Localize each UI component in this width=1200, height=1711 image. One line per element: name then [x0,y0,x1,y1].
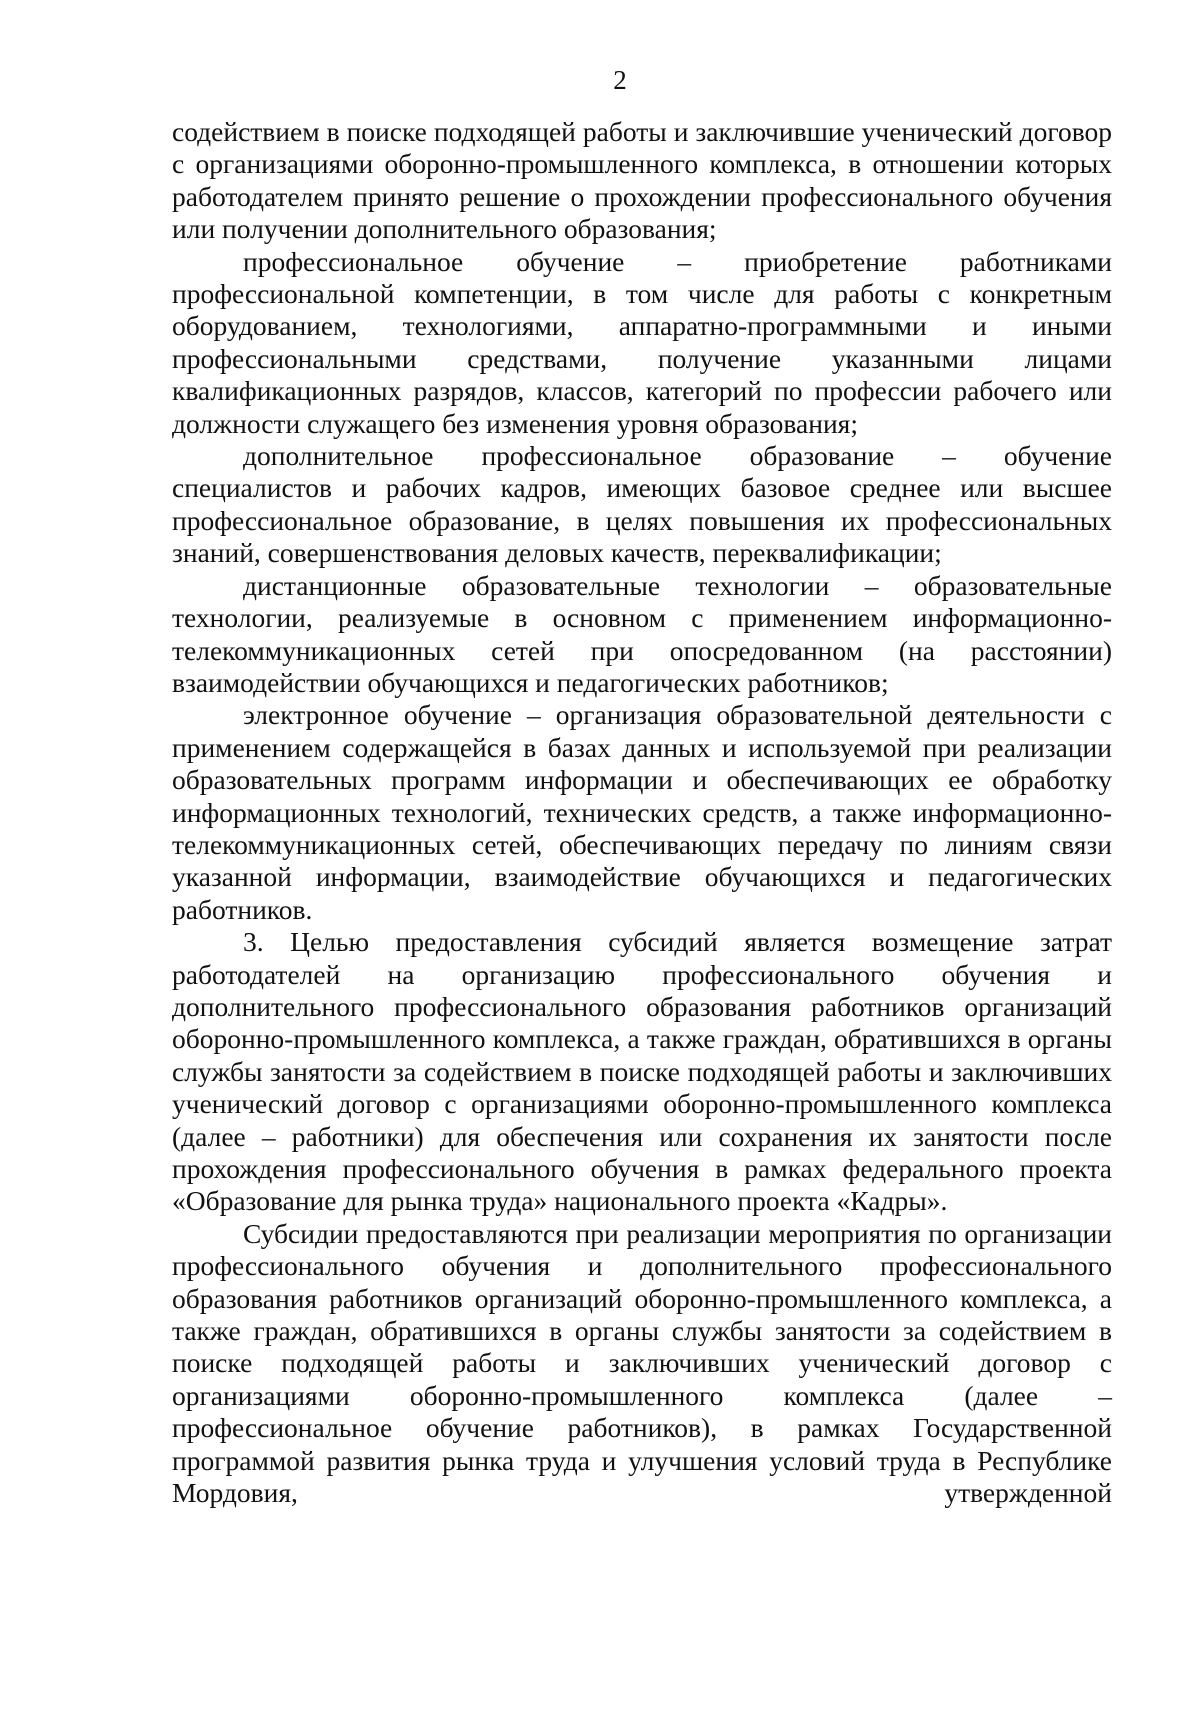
page-number: 2 [613,65,627,95]
paragraph-definition-distance-technologies: дистанционные образовательные технологии – образовательные технологии, реализуемые в основном с применением информационно-телекоммуникационных сетей при опосредованном (на расстоянии) взаимодействии обучающихся и педагогических работников; [172,569,1112,698]
paragraph-definition-professional-training: профессиональное обучение – приобретение работниками профессиональной компетенции, в том числе для работы с конкретным оборудованием, технологиями, аппаратно-программными и иными профессиональными средствами, получение указанными лицами квалификационных разрядов, классов, категорий по профессии рабочего или должности служащего без изменения уровня образования; [172,245,1112,439]
document-body [172,116,1112,1509]
paragraph-subsidies: Субсидии предоставляются при реализации мероприятия по организации профессионального обучения и дополнительного профессионального образования работников организаций оборонно-промышленного комплекса, а также граждан, обратившихся в органы службы занятости за содействием в поиске подходящей работы и заключивших ученический договор с организациями оборонно-промышленного комплекса (далее – профессиональное обучение работников), в рамках Государственной программой развития рынка труда и улучшения условий труда в Республике Мордовия, утвержденной [172,1217,1112,1509]
paragraph-definition-e-learning: электронное обучение – организация образовательной деятельности с применением содержащейся в базах данных и используемой при реализации образовательных программ информации и обеспечивающих ее обработку информационных технологий, технических средств, а также информационно-телекоммуникационных сетей, обеспечивающих передачу по линиям связи указанной информации, взаимодействие обучающихся и педагогических работников. [172,699,1112,925]
paragraph-continuation: содействием в поиске подходящей работы и заключившие ученический договор с организациями оборонно-промышленного комплекса, в отношении которых работодателем принято решение о прохождении профессионального обучения или получении дополнительного образования; [172,116,1112,245]
paragraph-definition-additional-education: дополнительное профессиональное образование – обучение специалистов и рабочих кадров, имеющих базовое среднее или высшее профессиональное образование, в целях повышения их профессиональных знаний, совершенствования деловых качеств, переквалификации; [172,440,1112,569]
paragraph-section-3: 3. Целью предоставления субсидий является возмещение затрат работодателей на организацию профессионального обучения и дополнительного профессионального образования работников организаций оборонно-промышленного комплекса, а также граждан, обратившихся в органы службы занятости за содействием в поиске подходящей работы и заключивших ученический договор с организациями оборонно-промышленного комплекса (далее – работники) для обеспечения или сохранения их занятости после прохождения профессионального обучения в рамках федерального проекта «Образование для рынка труда» национального проекта «Кадры». [172,926,1112,1217]
